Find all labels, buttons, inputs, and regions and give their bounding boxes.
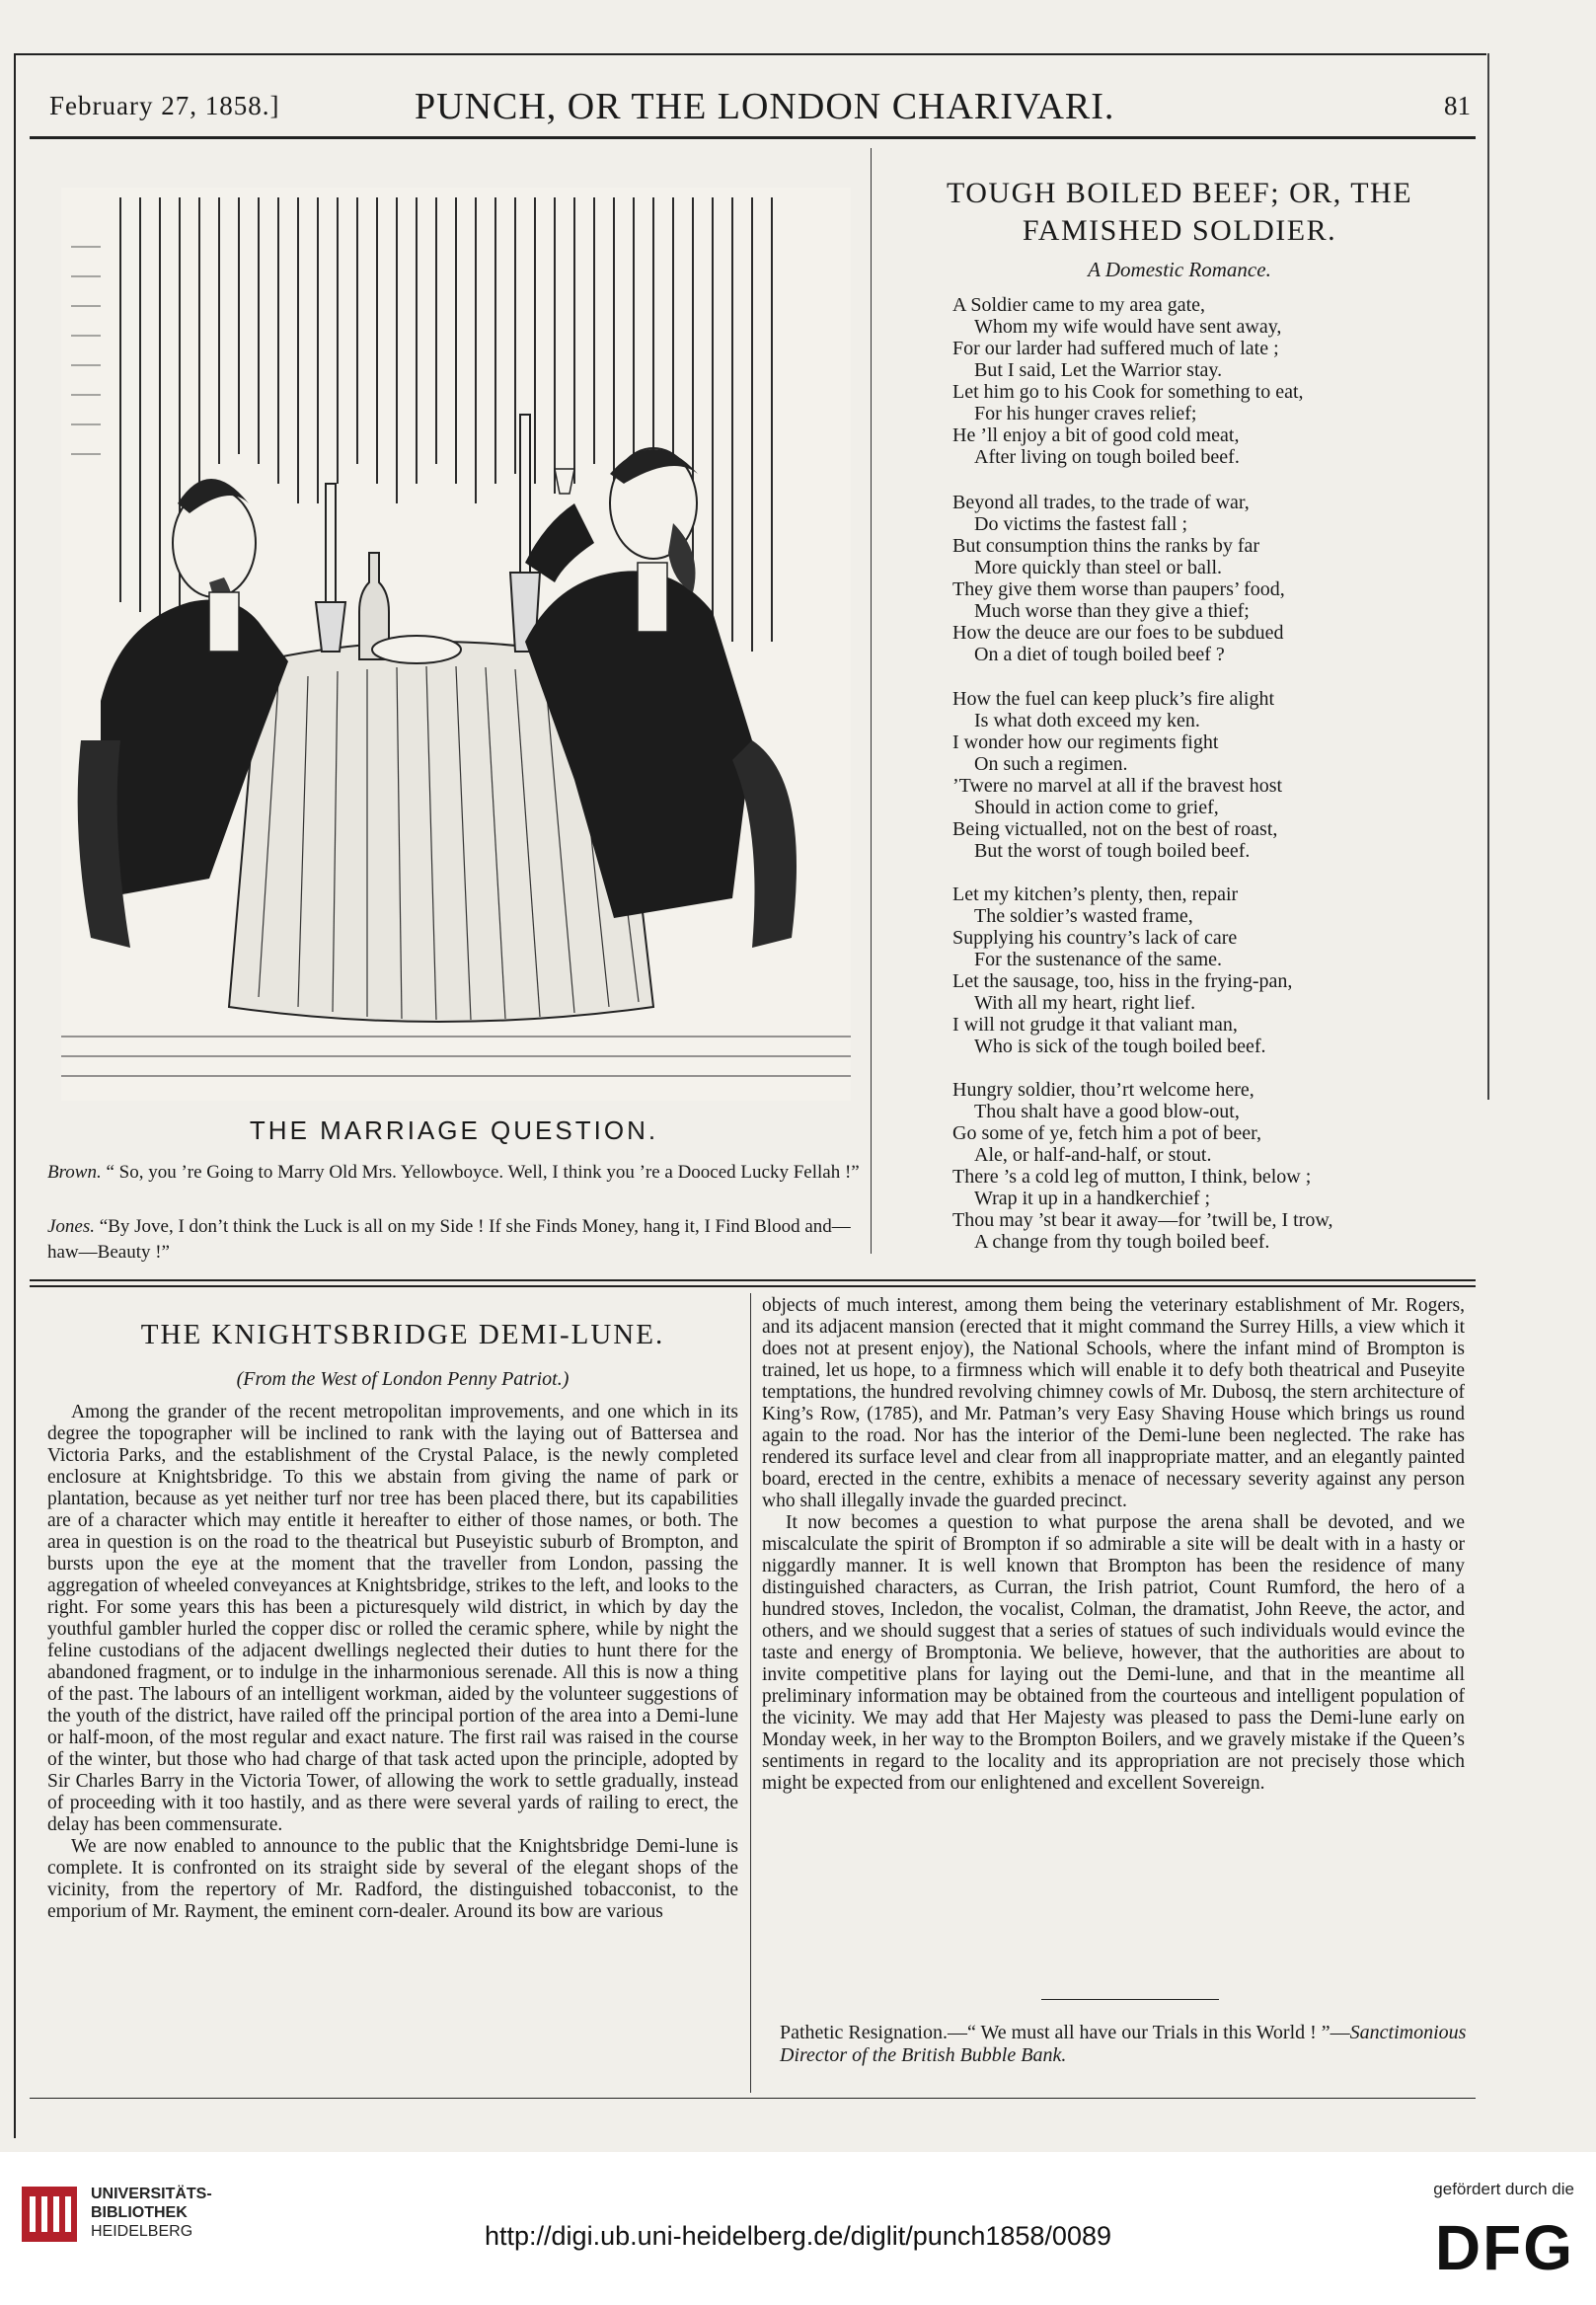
poem-line: I wonder how our regiments fight bbox=[952, 731, 1219, 753]
poem-stanza bbox=[952, 294, 1466, 468]
filler-attribution: Sanctimonious Director of the British Bubble Bank. bbox=[780, 2022, 1467, 2066]
poem-subtitle: A Domestic Romance. bbox=[1088, 258, 1271, 281]
source-url-link[interactable]: http://digi.ub.uni-heidelberg.de/diglit/punch1858/0089 bbox=[485, 2221, 1111, 2251]
cartoon-caption-brown bbox=[47, 1160, 881, 1186]
bottom-rule bbox=[30, 2098, 1476, 2099]
poem-line: They give them worse than paupers’ food, bbox=[952, 578, 1285, 600]
poem-line: Who is sick of the tough boiled beef. bbox=[974, 1036, 1266, 1057]
poem-line: Whom my wife would have sent away, bbox=[974, 316, 1282, 338]
section-rule-double bbox=[30, 1285, 1476, 1287]
poem-line: The soldier’s wasted frame, bbox=[974, 905, 1193, 927]
poem-line: Wrap it up in a handkerchief ; bbox=[974, 1188, 1211, 1209]
poem-line: He ’ll enjoy a bit of good cold meat, bbox=[952, 424, 1240, 446]
article-column-2 bbox=[762, 1295, 1465, 1795]
poem-line: For his hunger craves relief; bbox=[974, 403, 1197, 424]
poem-line: Do victims the fastest fall ; bbox=[974, 513, 1188, 535]
poem-line: For our larder had suffered much of late ; bbox=[952, 338, 1279, 359]
poem-stanza bbox=[952, 688, 1466, 862]
article-column-1 bbox=[47, 1402, 738, 1923]
article-paragraph: objects of much interest, among them being the veterinary establishment of Mr. Rogers, and its adjacent mansion (erected that it might command the Surrey Hills, a view which it does not at present enjoy), the National Schools, where the infant mind of Brompton is trained, let us hope, to a firmness which will enable it to defy both theatrical and Puseyite temptations, the hundred revolving chimney cowls of Mr. Dubosq, the stern architecture of King’s Row, (1785), and Mr. Patman’s very Easy Shaving House which brings us round again to the road. Nor has the interior of the Demi-lune been neglected. The rake has rendered its surface level and clear from all inappropriate matter, and an elegantly painted board, erected in the centre, exhibits a menace of necessary severity against any person who shall illegally invade the guarded precinct. bbox=[762, 1295, 1465, 1511]
header-rule bbox=[30, 136, 1476, 139]
poem-line: But consumption thins the ranks by far bbox=[952, 535, 1260, 557]
poem-line: A Soldier came to my area gate, bbox=[952, 294, 1206, 316]
poem-line: But the worst of tough boiled beef. bbox=[974, 840, 1251, 862]
caption-brown-text: “ So, you ’re Going to Marry Old Mrs. Yellowboyce. Well, I think you ’re a Dooced Lucky Fellah !” bbox=[106, 1162, 860, 1183]
column-divider-top bbox=[871, 148, 872, 1254]
poem-line: After living on tough boiled beef. bbox=[974, 446, 1240, 468]
dfg-logo: DFG bbox=[1434, 2212, 1574, 2283]
poem-line: Go some of ye, fetch him a pot of beer, bbox=[952, 1122, 1261, 1144]
poem-line: For the sustenance of the same. bbox=[974, 949, 1223, 970]
article-paragraph: Among the grander of the recent metropolitan improvements, and one which in its degree the topographer will be inclined to rank with the laying out of Battersea and Victoria Parks, and the establishment of the Crystal Palace, is the newly completed enclosure at Knightsbridge. To this we abstain from giving the name of park or plantation, because as yet neither turf nor tree has been placed there, but its capabilities are of a character which may entitle it hereafter to either of those names, or both. The area in question is on the road to the theatrical but Puseyistic suburb of Brompton, and bursts upon the eye at the moment that the traveller from London, passing the aggregation of wheeled conveyances at Knightsbridge, strikes to the left, and looks to the right. For some years this has been a picturesquely wild district, in which by day the youthful gambler hurled the copper disc or rolled the ceramic sphere, while by night the feline custodians of the adjacent dwellings neglected their duties to hunt there for the abandoned fragment, or to indulge in the inharmonious serenade. All this is now a thing of the past. The labours of an intelligent workman, aided by the volunteer suggestions of the youth of the district, have railed off the principal portion of the area into a Demi-lune or half-moon, of the most regular and exact nature. The first rail was raised in the course of the winter, but those who had charge of that task acted upon the principle, adopted by Sir Charles Barry in the Victoria Tower, of allowing the work to settle gradually, instead of proceeding with it too hastily, and as there were several yards of railing to erect, the delay has been commensurate. bbox=[47, 1402, 738, 1835]
poem-line: Thou may ’st bear it away—for ’twill be, I trow, bbox=[952, 1209, 1333, 1231]
poem-line: A change from thy tough boiled beef. bbox=[974, 1231, 1270, 1253]
poem-line: Being victualled, not on the best of roast, bbox=[952, 818, 1278, 840]
filler-paragraph bbox=[780, 2022, 1471, 2067]
library-line-1: UNIVERSITÄTS- bbox=[91, 2186, 212, 2202]
speaker-brown: Brown. bbox=[47, 1162, 102, 1183]
speaker-jones: Jones. bbox=[47, 1216, 96, 1237]
poem-stanza bbox=[952, 1079, 1466, 1253]
poem-line: I will not grudge it that valiant man, bbox=[952, 1014, 1238, 1036]
poem-line: Ale, or half-and-half, or stout. bbox=[974, 1144, 1212, 1166]
poem-line: On such a regimen. bbox=[974, 753, 1128, 775]
page-border-right bbox=[1487, 53, 1489, 1100]
poem-line: How the fuel can keep pluck’s fire alight bbox=[952, 688, 1274, 710]
poem-line: Let him go to his Cook for something to eat, bbox=[952, 381, 1304, 403]
cartoon-caption-jones bbox=[47, 1214, 881, 1266]
poem-line: But I said, Let the Warrior stay. bbox=[974, 359, 1223, 381]
poem-line: Should in action come to grief, bbox=[974, 797, 1219, 818]
cartoon-illustration bbox=[61, 188, 851, 1101]
section-rule bbox=[30, 1279, 1476, 1281]
poem-line: ’Twere no marvel at all if the bravest host bbox=[952, 775, 1283, 797]
short-rule bbox=[1041, 1999, 1219, 2000]
poem-line: Much worse than they give a thief; bbox=[974, 600, 1250, 622]
funded-by-label: gefördert durch die bbox=[1433, 2180, 1574, 2198]
poem-line: More quickly than steel or ball. bbox=[974, 557, 1223, 578]
poem-line: Is what doth exceed my ken. bbox=[974, 710, 1200, 731]
filler-text: “ We must all have our Trials in this World ! ”— bbox=[966, 2022, 1350, 2043]
poem-line: Let my kitchen’s plenty, then, repair bbox=[952, 884, 1239, 905]
poem-line: Beyond all trades, to the trade of war, bbox=[952, 492, 1250, 513]
article-subtitle: (From the West of London Penny Patriot.) bbox=[236, 1368, 570, 1390]
article-title: THE KNIGHTSBRIDGE DEMI-LUNE. bbox=[140, 1319, 665, 1350]
poem-line: On a diet of tough boiled beef ? bbox=[974, 644, 1225, 665]
issue-date: February 27, 1858.] bbox=[49, 91, 280, 120]
masthead-title: PUNCH, OR THE LONDON CHARIVARI. bbox=[415, 86, 1115, 127]
poem-stanza bbox=[952, 492, 1466, 665]
cartoon-title: THE MARRIAGE QUESTION. bbox=[249, 1115, 659, 1145]
filler-lead: Pathetic Resignation.— bbox=[780, 2022, 967, 2043]
article-paragraph: It now becomes a question to what purpose the arena shall be devoted, and we miscalculate the spirit of Brompton if so admirable a site will be dealt with in a hasty or niggardly manner. It is well known that Brompton has been the residence of many distinguished characters, as Curran, the Irish patriot, Count Rumford, the hero of a hundred stoves, Incledon, the vocalist, Colman, the dramatist, John Reeve, the actor, and others, and we should suggest that a series of statues of such individuals would evince the taste and energy of Bromptonia. We believe, however, that the authorities are about to invite competitive plans for laying out the Demi-lune, and that in the meantime all preliminary information may be obtained from the courteous and intelligent population of the vicinity. We may add that Her Majesty was pleased to pass the Demi-lune early on Monday week, in her way to the Brompton Boilers, and we gravely mistake if the Queen’s sentiments in regard to the locality and its appropriation are not precisely those which might be expected from our enlightened and excellent Sovereign. bbox=[762, 1512, 1465, 1794]
article-paragraph: We are now enabled to announce to the public that the Knightsbridge Demi-lune is complete. It is confronted on its straight side by several of the elegant shops of the vicinity, from the repertory of Mr. Radford, the distinguished tobacconist, to the emporium of Mr. Rayment, the eminent corn-dealer. Around its bow are various bbox=[47, 1836, 738, 1922]
poem-line: There ’s a cold leg of mutton, I think, below ; bbox=[952, 1166, 1312, 1188]
library-line-3: HEIDELBERG bbox=[91, 2223, 193, 2240]
poem-line: Thou shalt have a good blow-out, bbox=[974, 1101, 1240, 1122]
running-header bbox=[49, 85, 1471, 127]
poem-title-line-2: FAMISHED SOLDIER. bbox=[1022, 214, 1337, 247]
poem-line: Supplying his country’s lack of care bbox=[952, 927, 1238, 949]
page-number: 81 bbox=[1444, 91, 1471, 120]
poem-title-line-1: TOUGH BOILED BEEF; OR, THE bbox=[946, 177, 1413, 209]
column-divider-bottom bbox=[750, 1293, 751, 2093]
poem-line: How the deuce are our foes to be subdued bbox=[952, 622, 1284, 644]
caption-jones-text: “By Jove, I don’t think the Luck is all on my Side ! If she Finds Money, hang it, I Find Blood and—haw—Beauty !” bbox=[47, 1216, 851, 1263]
poem-stanza bbox=[952, 884, 1466, 1057]
poem-line: With all my heart, right lief. bbox=[974, 992, 1196, 1014]
poem-line: Hungry soldier, thou’rt welcome here, bbox=[952, 1079, 1254, 1101]
poem-line: Let the sausage, too, hiss in the frying-pan, bbox=[952, 970, 1293, 992]
library-line-2: BIBLIOTHEK bbox=[91, 2204, 188, 2221]
